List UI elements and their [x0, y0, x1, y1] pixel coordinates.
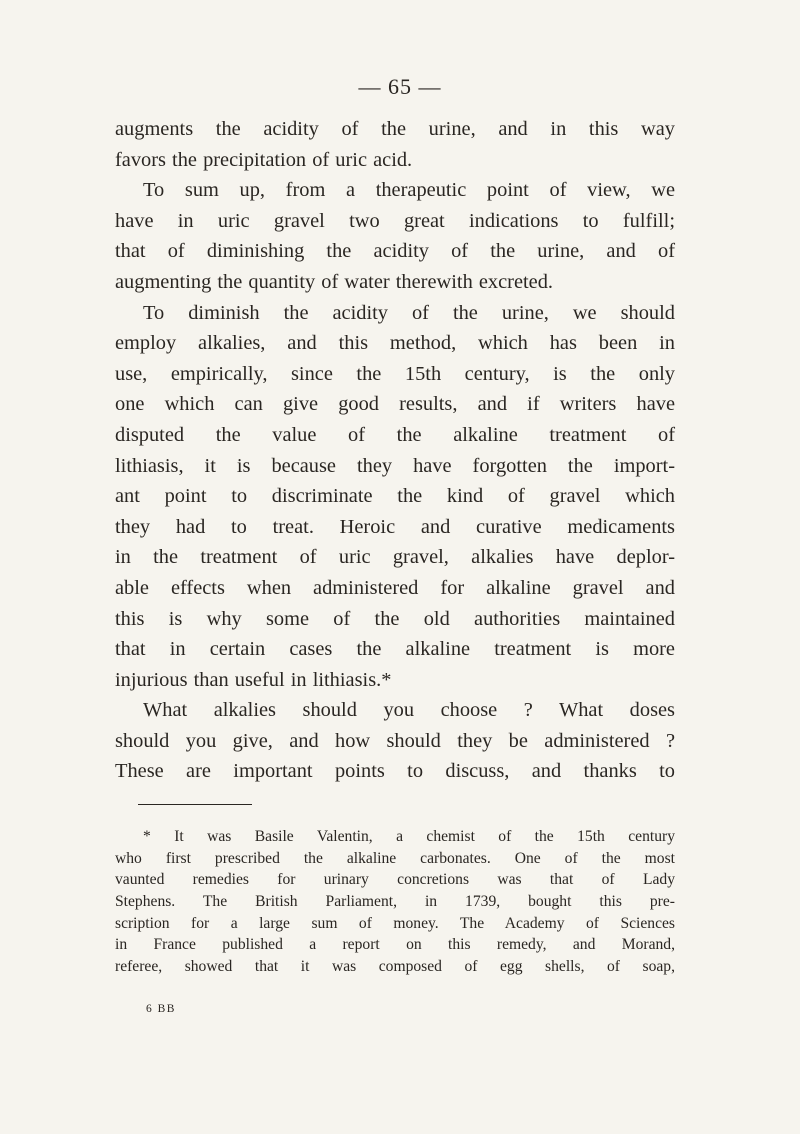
footnote-line: referee, showed that it was composed of egg shells, of soap,	[115, 958, 675, 976]
body-line: in the treatment of uric gravel, alkalies have deplor-	[115, 546, 675, 569]
body-line: disputed the value of the alkaline treatment of	[115, 423, 675, 446]
body-line: ant point to discriminate the kind of gravel which	[115, 485, 675, 508]
body-line: that in certain cases the alkaline treatment is more	[115, 638, 675, 661]
body-line: employ alkalies, and this method, which has been in	[115, 332, 675, 355]
footnote-line: * It was Basile Valentin, a chemist of the 15th century	[143, 828, 675, 845]
body-line: should you give, and how should they be administered ?	[115, 729, 675, 752]
footnote-line: in France published a report on this remedy, and Morand,	[115, 936, 675, 954]
footnote	[115, 826, 675, 978]
body-line: able effects when administered for alkaline gravel and	[115, 576, 675, 599]
body-line: These are important points to discuss, and thanks to	[115, 760, 675, 783]
body-line: have in uric gravel two great indications to fulfill;	[115, 209, 675, 232]
body-line: that of diminishing the acidity of the urine, and of	[115, 240, 675, 263]
footnote-line: Stephens. The British Parliament, in 1739, bought this pre-	[115, 893, 675, 911]
body-line: To diminish the acidity of the urine, we should	[143, 301, 675, 324]
body-line: this is why some of the old authorities maintained	[115, 607, 675, 630]
body-line: To sum up, from a therapeutic point of view, we	[143, 179, 675, 202]
body-line: use, empirically, since the 15th century, is the only	[115, 362, 675, 385]
body-line: augmenting the quantity of water therewith excreted.	[115, 270, 554, 293]
body-line: What alkalies should you choose ? What doses	[143, 699, 675, 722]
page-number: — 65 —	[358, 74, 442, 99]
body-line: lithiasis, it is because they have forgotten the import-	[115, 454, 675, 477]
body-line: they had to treat. Heroic and curative medicaments	[115, 515, 675, 538]
body-line: one which can give good results, and if writers have	[115, 393, 675, 416]
printer-signature: 6 BB	[146, 1003, 176, 1015]
footnote-line: scription for a large sum of money. The Academy of Sciences	[115, 914, 675, 932]
footnote-divider	[138, 804, 252, 805]
body-line: favors the precipitation of uric acid.	[115, 148, 413, 171]
body-line: injurious than useful in lithiasis.*	[115, 668, 392, 691]
body-text	[115, 114, 675, 787]
body-line: augments the acidity of the urine, and in this way	[115, 118, 675, 140]
footnote-line: who first prescribed the alkaline carbonates. One of the most	[115, 849, 675, 867]
footnote-line: vaunted remedies for urinary concretions was that of Lady	[115, 871, 675, 889]
